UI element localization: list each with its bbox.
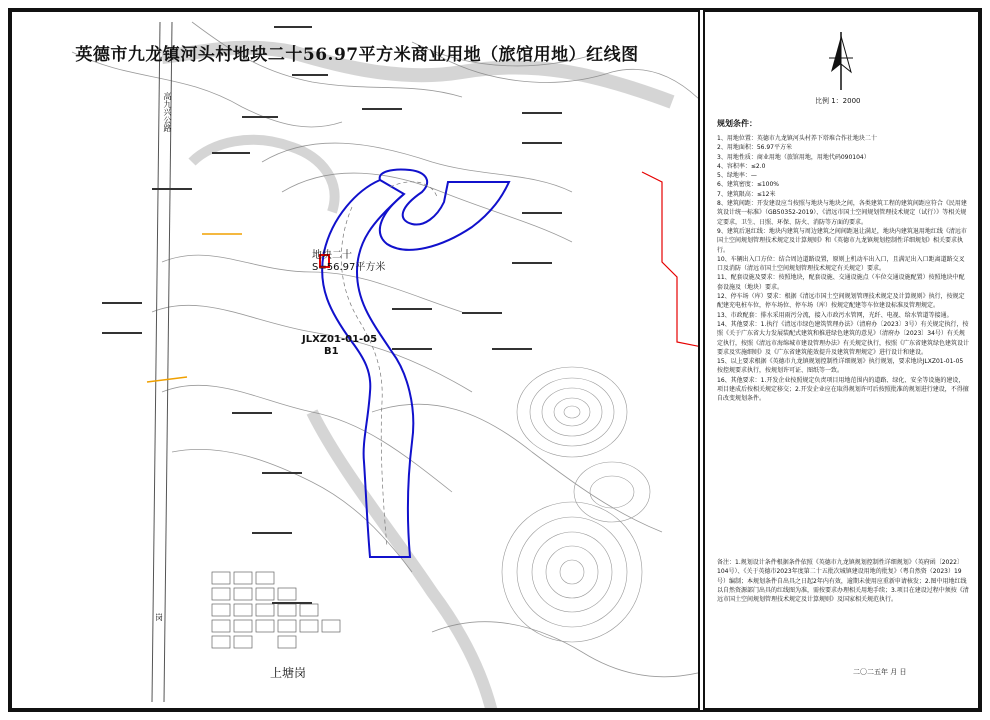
parcel-area: S=56.97平方米	[312, 262, 386, 273]
block-code-label	[302, 334, 377, 358]
note-item: 16、其他要求：1.开发企业按照规定负责项目用地范围内的道路、绿化、安全等设施的建设，项目建成后按相关规定移交；2.开发企业应在取得规划许可后按照批准的规划进行建设，不得擅自改变规划条件。	[717, 376, 969, 403]
map-canvas[interactable]	[12, 12, 700, 710]
issue-date: 二〇二五年 月 日	[853, 668, 907, 676]
parcel-label	[312, 250, 385, 274]
note-item: 4、容积率：≤2.0	[717, 162, 766, 170]
parcel-name: 地块二十	[312, 250, 352, 261]
note-item: 15、以上要求根据《英德市九龙镇规划控制性详细规划》执行规划，要求地块JLXZ01-01-05按控规要求执行，按规划许可证、图纸等一致。	[717, 358, 964, 375]
notes-heading: 规划条件：	[717, 118, 757, 128]
legend-panel	[703, 10, 980, 710]
planning-conditions	[717, 134, 969, 404]
note-item: 14、其他要求：1.执行《清远市绿色建筑管理办法》（清府办〔2023〕3号）有关规定执行，按照《关于广东省大力发展装配式建筑和推进绿色建筑的意见》（清府办〔2023〕34号）有关规定执行，按照《清远市海绵城市建设管理办法》有关规定执行，按照《广东省建筑绿色建筑设计要求及实施细则》及《广东省建筑能效提升及建筑管理规定》进行设计和建设。	[717, 320, 970, 356]
village-label: 上塘岗	[270, 666, 307, 680]
map-scale: 比例 1：2000	[815, 97, 861, 105]
note-item: 8、建筑间距：开发建设应当按照与地块与地块之间，各类建筑工程的建筑间距应符合《民用建筑设计统一标准》（GB50352-2019）、《清远市国土空间规划管理技术规定（试行）》等相关规定要求，卫生、日照、环保、防火、消防等方面的要求。	[717, 200, 967, 226]
north-arrow-icon	[823, 28, 859, 94]
note-item: 6、建筑密度：≤100%	[717, 181, 779, 189]
remark-text: 备注：1.规划设计条件根据条件依照《英德市九龙镇规划控制性详细规划》（英府函〔2022〕104号）、《关于英德市2023年度第二十五批次城镇建设用地的批复》（粤自然资（2023）19号）编制；本规划条件自出具之日起2年内有效，逾期未使用应重新申请核发；2.图中用地红线以自然资源部门出具的红线图为准，需按要求办理相关用地手续；3.项目在建设过程中须按《清远市国土空间规划管理技术规定及计算规则》及国家相关规范执行。	[717, 559, 969, 604]
map-title: 英德市九龙镇河头村地块二十56.97平方米商业用地（旅馆用地）红线图	[75, 45, 639, 65]
note-item: 2、用地面积：56.97平方米	[717, 144, 792, 152]
map-frame	[10, 10, 700, 710]
block-code: JLXZ01-01-05	[302, 334, 378, 345]
note-item: 13、市政配套：排水采用雨污分流，接入市政污水管网，光纤、电视、给水管道等接通。	[717, 311, 953, 319]
note-item: 10、车辆出入口方位：结合周边道路设置，原则上机动车出入口，且满足出入口距离道路交叉口及消防（清远市国土空间规划管理技术规定有关规定）要求。	[717, 255, 965, 273]
note-item: 3、用地性质：商业用地（旅馆用地，用地代码090104）	[717, 153, 870, 161]
note-item: 12、停车场（库）要求：根据《清远市国土空间规划管理技术规定及计算规则》执行，按规定配建充电桩车位，停车场位、停车场（库）按规定配建等车位建设标准及管理规定。	[717, 293, 965, 310]
note-item: 5、绿地率：—	[717, 172, 757, 180]
route-boundary	[380, 169, 509, 249]
block-sub: B1	[324, 346, 339, 357]
note-item: 7、建筑限高：≤12米	[717, 190, 776, 198]
note-item: 1、用地位置：英德市九龙镇河头村养下塔堆合作社地块二十	[717, 135, 877, 142]
road-label: 高九兴公路	[163, 92, 172, 132]
side-label: 岗	[155, 613, 163, 622]
note-item: 11、配套设施及要求：按照地块，配套设施、交通设施点（车位交通设施配置）按照地块中配套设施及（地块）要求。	[717, 274, 965, 291]
note-item: 9、建筑后退红线：地块内建筑与周边建筑之间间距退让满足，地块内建筑退用地红线《清远市国土空间规划管理技术规定及计算规则》和《英德市九龙镇规划控制性详细规划》相关要求执行。	[717, 227, 967, 254]
